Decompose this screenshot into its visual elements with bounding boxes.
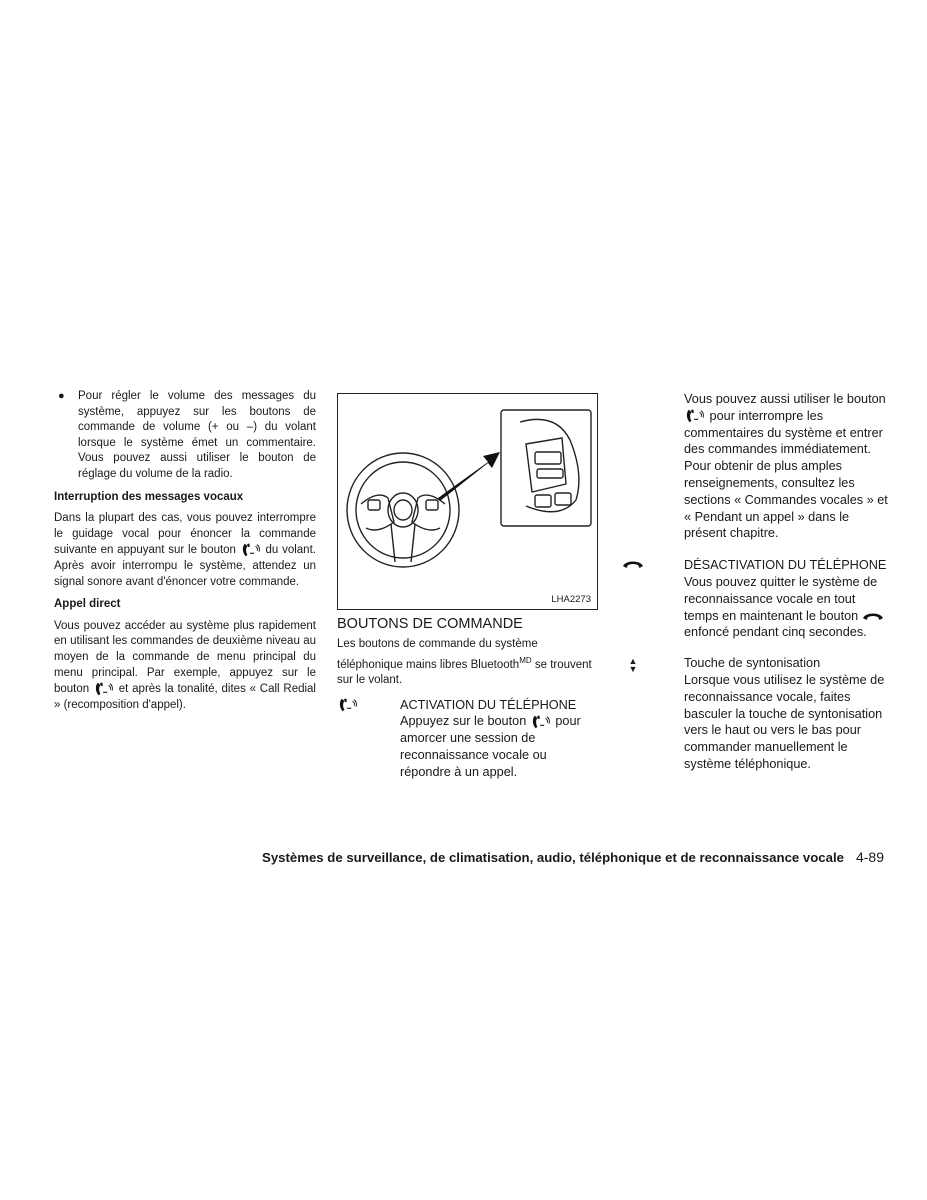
volume-bullet-text: Pour régler le volume des messages du système, appuyez sur les boutons de commande de volume (+ ou –) du volant lorsque le système émet un commentaire. Vous pouvez aussi utiliser le bouton de réglage du volume de la radio.	[78, 390, 316, 480]
interrupt-paragraph: Dans la plupart des cas, vous pouvez interrompre le guidage vocal pour énoncer la commande suivante en appuyant sur le bouton du volant. Après avoir interrompu le système, attendez un signal sonore avant d'énoncer votre commande.	[54, 512, 316, 588]
phone-talk-icon	[240, 542, 262, 558]
deactivation-text: Vous pouvez quitter le système de reconnaissance vocale en tout temps en maintenant le bouton enfoncé pendant cinq secondes.	[684, 574, 888, 641]
page-number: 4-89	[855, 849, 884, 865]
phone-talk-icon	[337, 697, 359, 713]
phone-hangup-icon	[620, 559, 646, 569]
activation-title: ACTIVATION DU TÉLÉPHONE	[400, 697, 577, 712]
steering-wheel-illustration	[338, 394, 597, 609]
chapter-title: Systèmes de surveillance, de climatisation, audio, téléphonique et de reconnaissance vocale	[262, 850, 844, 865]
direct-call-paragraph: Vous pouvez accéder au système plus rapidement en utilisant les commandes de deuxième niveau au moyen de la commande de menu principal du menu principal. Par exemple, appuyez sur le bouton et après la tonalité, dites « Call Redial » (recomposition d'appel).	[54, 619, 316, 711]
right-column	[620, 391, 888, 773]
tuning-title: Touche de syntonisation	[684, 656, 821, 671]
interrupt-heading: Interruption des messages vocaux	[54, 490, 244, 503]
steering-wheel-figure	[337, 393, 598, 610]
continuation-text: Vous pouvez aussi utiliser le bouton pour interrompre les commentaires du système et entrer des commandes immédiatement. Pour obtenir de plus amples renseignements, consultez les sections « Commandes vocales » et « Pendant un appel » dans le présent chapitre.	[684, 392, 888, 541]
phone-talk-icon	[93, 681, 115, 697]
tuning-item	[620, 655, 888, 773]
volume-bullet	[54, 389, 316, 483]
middle-column	[337, 393, 600, 781]
phone-hangup-icon	[862, 611, 884, 621]
figure-label: LHA2273	[551, 594, 591, 605]
phone-talk-icon	[684, 408, 706, 424]
direct-call-heading: Appel direct	[54, 598, 121, 611]
activation-item	[337, 697, 600, 781]
left-column	[54, 389, 316, 713]
deactivation-title: DÉSACTIVATION DU TÉLÉPHONE	[684, 558, 887, 573]
deactivation-item	[620, 557, 888, 641]
tuning-switch-icon: ▲ ▼	[628, 656, 638, 675]
page-footer	[232, 849, 884, 865]
phone-talk-icon	[530, 714, 552, 730]
tuning-text: Lorsque vous utilisez le système de reconnaissance vocale, faites basculer la touche de syntonisation vers le haut ou vers le bas pour commander manuellement le système téléphonique.	[684, 672, 885, 771]
bullet-dot-icon: ●	[58, 390, 65, 402]
section-intro: Les boutons de commande du système téléphonique mains libres Bluetooth$^{MD}$ se trouvent sur le volant.	[337, 638, 592, 687]
activation-text: Appuyez sur le bouton pour amorcer une session de reconnaissance vocale ou répondre à un appel.	[400, 714, 581, 779]
section-title: BOUTONS DE COMMANDE	[337, 616, 523, 632]
